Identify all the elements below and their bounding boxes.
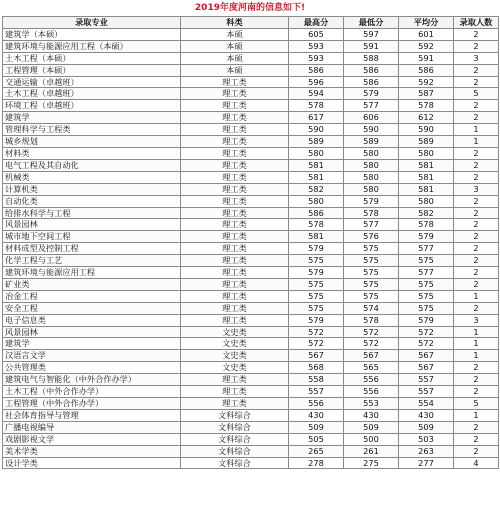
header-category: 科类 [181,17,289,29]
min-score-cell: 588 [344,52,399,64]
table-row [3,40,499,52]
table-row [3,409,499,421]
count-cell: 3 [454,52,499,64]
count-cell: 2 [454,76,499,88]
major-cell: 土木工程（卓越班） [3,88,181,100]
avg-score-cell: 579 [399,231,454,243]
max-score-cell: 567 [289,350,344,362]
max-score-cell: 582 [289,183,344,195]
category-cell: 文史类 [181,338,289,350]
min-score-cell: 578 [344,314,399,326]
major-cell: 冶金工程 [3,290,181,302]
count-cell: 2 [454,445,499,457]
table-row [3,28,499,40]
table-row [3,290,499,302]
max-score-cell: 581 [289,171,344,183]
table-row [3,207,499,219]
major-cell: 矿业类 [3,278,181,290]
major-cell: 建筑学 [3,112,181,124]
min-score-cell: 577 [344,100,399,112]
category-cell: 本硕 [181,52,289,64]
min-score-cell: 572 [344,338,399,350]
count-cell: 1 [454,409,499,421]
min-score-cell: 576 [344,231,399,243]
max-score-cell: 581 [289,159,344,171]
major-cell: 电子信息类 [3,314,181,326]
table-row [3,231,499,243]
max-score-cell: 589 [289,136,344,148]
category-cell: 理工类 [181,183,289,195]
max-score-cell: 430 [289,409,344,421]
category-cell: 理工类 [181,147,289,159]
min-score-cell: 586 [344,64,399,76]
count-cell: 1 [454,124,499,136]
avg-score-cell: 567 [399,362,454,374]
table-row [3,445,499,457]
count-cell: 2 [454,147,499,159]
avg-score-cell: 581 [399,171,454,183]
avg-score-cell: 582 [399,207,454,219]
count-cell: 2 [454,267,499,279]
max-score-cell: 265 [289,445,344,457]
major-cell: 建筑环境与能源应用工程（本硕） [3,40,181,52]
major-cell: 土木工程（本硕） [3,52,181,64]
min-score-cell: 553 [344,398,399,410]
min-score-cell: 580 [344,171,399,183]
category-cell: 理工类 [181,243,289,255]
major-cell: 化学工程与工艺 [3,255,181,267]
table-row [3,302,499,314]
avg-score-cell: 430 [399,409,454,421]
category-cell: 理工类 [181,88,289,100]
major-cell: 建筑学（本硕） [3,28,181,40]
max-score-cell: 578 [289,219,344,231]
table-row [3,267,499,279]
max-score-cell: 575 [289,255,344,267]
avg-score-cell: 591 [399,52,454,64]
avg-score-cell: 589 [399,136,454,148]
max-score-cell: 594 [289,88,344,100]
avg-score-cell: 572 [399,338,454,350]
min-score-cell: 579 [344,88,399,100]
max-score-cell: 579 [289,267,344,279]
min-score-cell: 556 [344,374,399,386]
avg-score-cell: 575 [399,290,454,302]
count-cell: 2 [454,195,499,207]
avg-score-cell: 572 [399,326,454,338]
max-score-cell: 505 [289,433,344,445]
category-cell: 文科综合 [181,457,289,469]
category-cell: 文科综合 [181,421,289,433]
major-cell: 安全工程 [3,302,181,314]
category-cell: 理工类 [181,219,289,231]
min-score-cell: 580 [344,147,399,159]
category-cell: 理工类 [181,267,289,279]
avg-score-cell: 580 [399,195,454,207]
min-score-cell: 591 [344,40,399,52]
major-cell: 戏剧影视文学 [3,433,181,445]
major-cell: 广播电视编导 [3,421,181,433]
category-cell: 本硕 [181,40,289,52]
table-row [3,52,499,64]
category-cell: 本硕 [181,28,289,40]
category-cell: 文科综合 [181,409,289,421]
table-row [3,147,499,159]
category-cell: 理工类 [181,136,289,148]
avg-score-cell: 590 [399,124,454,136]
avg-score-cell: 575 [399,302,454,314]
avg-score-cell: 592 [399,76,454,88]
major-cell: 管理科学与工程类 [3,124,181,136]
count-cell: 2 [454,219,499,231]
category-cell: 理工类 [181,374,289,386]
min-score-cell: 567 [344,350,399,362]
max-score-cell: 593 [289,40,344,52]
max-score-cell: 575 [289,302,344,314]
max-score-cell: 605 [289,28,344,40]
avg-score-cell: 587 [399,88,454,100]
major-cell: 土木工程（中外合作办学） [3,386,181,398]
major-cell: 城市地下空间工程 [3,231,181,243]
max-score-cell: 575 [289,290,344,302]
major-cell: 工程管理（中外合作办学） [3,398,181,410]
avg-score-cell: 509 [399,421,454,433]
min-score-cell: 275 [344,457,399,469]
category-cell: 理工类 [181,124,289,136]
table-row [3,433,499,445]
table-row [3,219,499,231]
max-score-cell: 581 [289,231,344,243]
max-score-cell: 579 [289,314,344,326]
table-row [3,350,499,362]
header-max-score: 最高分 [289,17,344,29]
avg-score-cell: 567 [399,350,454,362]
max-score-cell: 617 [289,112,344,124]
avg-score-cell: 577 [399,267,454,279]
major-cell: 给排水科学与工程 [3,207,181,219]
header-enrolled-count: 录取人数 [454,17,499,29]
min-score-cell: 575 [344,290,399,302]
category-cell: 理工类 [181,159,289,171]
avg-score-cell: 581 [399,159,454,171]
table-row [3,338,499,350]
min-score-cell: 579 [344,195,399,207]
max-score-cell: 578 [289,100,344,112]
avg-score-cell: 612 [399,112,454,124]
table-row [3,314,499,326]
min-score-cell: 509 [344,421,399,433]
count-cell: 2 [454,171,499,183]
table-row [3,183,499,195]
max-score-cell: 575 [289,278,344,290]
avg-score-cell: 578 [399,219,454,231]
max-score-cell: 580 [289,147,344,159]
min-score-cell: 597 [344,28,399,40]
min-score-cell: 606 [344,112,399,124]
table-row [3,457,499,469]
table-row [3,278,499,290]
count-cell: 2 [454,159,499,171]
count-cell: 2 [454,255,499,267]
table-row [3,386,499,398]
table-row [3,171,499,183]
avg-score-cell: 263 [399,445,454,457]
table-row [3,100,499,112]
count-cell: 2 [454,28,499,40]
count-cell: 1 [454,350,499,362]
min-score-cell: 589 [344,136,399,148]
max-score-cell: 593 [289,52,344,64]
major-cell: 建筑环境与能源应用工程 [3,267,181,279]
min-score-cell: 430 [344,409,399,421]
max-score-cell: 558 [289,374,344,386]
count-cell: 1 [454,290,499,302]
category-cell: 理工类 [181,398,289,410]
min-score-cell: 577 [344,219,399,231]
count-cell: 5 [454,398,499,410]
min-score-cell: 261 [344,445,399,457]
max-score-cell: 572 [289,326,344,338]
max-score-cell: 572 [289,338,344,350]
min-score-cell: 575 [344,243,399,255]
avg-score-cell: 557 [399,374,454,386]
major-cell: 美术学类 [3,445,181,457]
category-cell: 理工类 [181,207,289,219]
count-cell: 2 [454,278,499,290]
table-row [3,76,499,88]
major-cell: 风景园林 [3,326,181,338]
major-cell: 计算机类 [3,183,181,195]
table-body [3,28,499,469]
count-cell: 2 [454,112,499,124]
min-score-cell: 565 [344,362,399,374]
major-cell: 城乡规划 [3,136,181,148]
avg-score-cell: 557 [399,386,454,398]
category-cell: 文史类 [181,326,289,338]
max-score-cell: 596 [289,76,344,88]
table-row [3,159,499,171]
avg-score-cell: 601 [399,28,454,40]
category-cell: 文史类 [181,362,289,374]
count-cell: 3 [454,183,499,195]
category-cell: 理工类 [181,386,289,398]
avg-score-cell: 586 [399,64,454,76]
avg-score-cell: 578 [399,100,454,112]
count-cell: 5 [454,88,499,100]
max-score-cell: 509 [289,421,344,433]
table-row [3,326,499,338]
count-cell: 1 [454,326,499,338]
avg-score-cell: 592 [399,40,454,52]
max-score-cell: 557 [289,386,344,398]
table-row [3,255,499,267]
major-cell: 自动化类 [3,195,181,207]
min-score-cell: 586 [344,76,399,88]
max-score-cell: 586 [289,64,344,76]
table-row [3,243,499,255]
count-cell: 3 [454,314,499,326]
table-row [3,195,499,207]
avg-score-cell: 581 [399,183,454,195]
table-row [3,374,499,386]
count-cell: 2 [454,64,499,76]
category-cell: 文科综合 [181,433,289,445]
major-cell: 机械类 [3,171,181,183]
table-header-row [3,17,499,29]
admission-scores-table [2,16,499,469]
count-cell: 2 [454,243,499,255]
table-row [3,112,499,124]
avg-score-cell: 503 [399,433,454,445]
min-score-cell: 575 [344,267,399,279]
avg-score-cell: 277 [399,457,454,469]
category-cell: 本硕 [181,64,289,76]
count-cell: 1 [454,136,499,148]
header-min-score: 最低分 [344,17,399,29]
max-score-cell: 580 [289,195,344,207]
count-cell: 4 [454,457,499,469]
major-cell: 材料类 [3,147,181,159]
major-cell: 社会体育指导与管理 [3,409,181,421]
min-score-cell: 580 [344,183,399,195]
table-row [3,136,499,148]
table-row [3,398,499,410]
category-cell: 理工类 [181,76,289,88]
max-score-cell: 278 [289,457,344,469]
major-cell: 风景园林 [3,219,181,231]
page-title: 2019年度河南的信息如下! [194,3,306,13]
table-row [3,362,499,374]
category-cell: 理工类 [181,112,289,124]
min-score-cell: 575 [344,278,399,290]
header-avg-score: 平均分 [399,17,454,29]
table-row [3,64,499,76]
max-score-cell: 586 [289,207,344,219]
avg-score-cell: 575 [399,255,454,267]
count-cell: 1 [454,338,499,350]
count-cell: 2 [454,362,499,374]
avg-score-cell: 580 [399,147,454,159]
avg-score-cell: 579 [399,314,454,326]
count-cell: 2 [454,231,499,243]
category-cell: 理工类 [181,231,289,243]
avg-score-cell: 554 [399,398,454,410]
min-score-cell: 580 [344,159,399,171]
category-cell: 理工类 [181,314,289,326]
major-cell: 汉语言文学 [3,350,181,362]
category-cell: 理工类 [181,278,289,290]
major-cell: 工程管理（本硕） [3,64,181,76]
header-major: 录取专业 [3,17,181,29]
min-score-cell: 500 [344,433,399,445]
count-cell: 2 [454,302,499,314]
max-score-cell: 556 [289,398,344,410]
major-cell: 建筑学 [3,338,181,350]
min-score-cell: 575 [344,255,399,267]
count-cell: 2 [454,40,499,52]
category-cell: 理工类 [181,255,289,267]
avg-score-cell: 575 [399,278,454,290]
table-row [3,124,499,136]
category-cell: 理工类 [181,195,289,207]
major-cell: 材料成型及控制工程 [3,243,181,255]
category-cell: 理工类 [181,171,289,183]
major-cell: 建筑电气与智能化（中外合作办学） [3,374,181,386]
count-cell: 2 [454,207,499,219]
table-row [3,88,499,100]
min-score-cell: 556 [344,386,399,398]
category-cell: 理工类 [181,100,289,112]
category-cell: 文史类 [181,350,289,362]
max-score-cell: 590 [289,124,344,136]
major-cell: 公共管理类 [3,362,181,374]
count-cell: 2 [454,100,499,112]
count-cell: 2 [454,386,499,398]
min-score-cell: 578 [344,207,399,219]
table-row [3,421,499,433]
category-cell: 理工类 [181,302,289,314]
count-cell: 2 [454,433,499,445]
min-score-cell: 572 [344,326,399,338]
count-cell: 2 [454,421,499,433]
max-score-cell: 579 [289,243,344,255]
avg-score-cell: 577 [399,243,454,255]
major-cell: 交通运输（卓越班） [3,76,181,88]
category-cell: 理工类 [181,290,289,302]
count-cell: 2 [454,374,499,386]
min-score-cell: 574 [344,302,399,314]
min-score-cell: 590 [344,124,399,136]
major-cell: 设计学类 [3,457,181,469]
max-score-cell: 568 [289,362,344,374]
category-cell: 文科综合 [181,445,289,457]
major-cell: 环境工程（卓越班） [3,100,181,112]
major-cell: 电气工程及其自动化 [3,159,181,171]
